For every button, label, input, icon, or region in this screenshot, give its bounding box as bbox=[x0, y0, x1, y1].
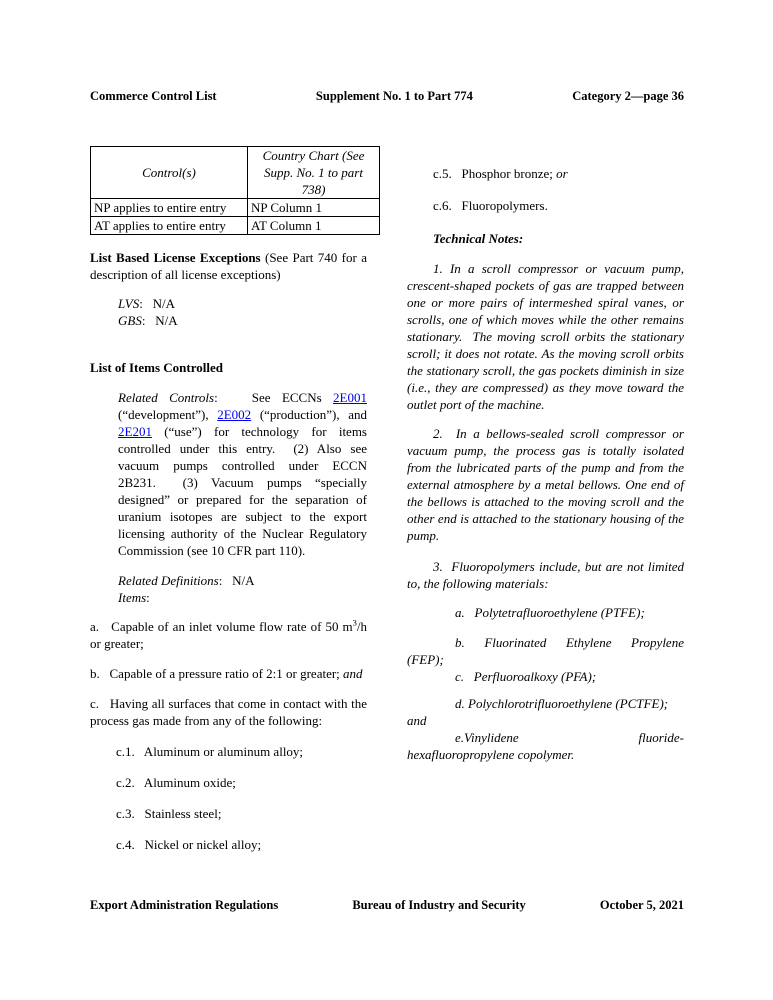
fluoropolymer-item-c: c. Perfluoroalkoxy (PFA); bbox=[455, 669, 597, 684]
controls-table bbox=[90, 146, 380, 235]
item-a: a. Capable of an inlet volume flow rate of 50 $m^3/h$ or greater; bbox=[90, 617, 367, 651]
items-label-line: Items: bbox=[118, 590, 150, 605]
eccn-link-2E001[interactable]: 2E001 bbox=[333, 390, 367, 405]
page-header bbox=[90, 88, 684, 105]
fluoropolymer-item-b-line1: b. Fluorinated Ethylene Propylene bbox=[455, 635, 684, 650]
item-c: c. Having all surfaces that come in contact with the process gas made from any of the following: bbox=[90, 696, 367, 728]
related-definitions-line: Related Definitions: N/A bbox=[118, 573, 255, 588]
header-doc-title: Commerce Control List bbox=[90, 89, 217, 103]
license-exceptions-heading: List Based License Exceptions bbox=[90, 250, 261, 265]
technical-note-3: 3. Fluoropolymers include, but are not limited to, the following materials: bbox=[407, 559, 684, 591]
eccn-link-2E201[interactable]: 2E201 bbox=[118, 424, 152, 439]
fluoropolymer-item-b bbox=[407, 634, 684, 668]
item-b: b. Capable of a pressure ratio of 2:1 or greater; and bbox=[90, 666, 363, 681]
table-row bbox=[91, 199, 380, 217]
control-cell: AT applies to entire entry bbox=[91, 217, 248, 235]
chart-cell: AT Column 1 bbox=[248, 217, 380, 235]
gbs-line: GBS: N/A bbox=[118, 313, 178, 328]
technical-note-2: 2. In a bellows-sealed scroll compressor or vacuum pump, the process gas is totally isolated from the lubricated parts of the pump and from the external atmosphere by a metal bellows. One end of the bellows is attached to the moving scroll and the other end is attached to the stationary housing of the pump. bbox=[407, 426, 684, 543]
table-row bbox=[91, 217, 380, 235]
technical-note-1: 1. In a scroll compressor or vacuum pump, crescent-shaped pockets of gas are trapped between one or more pairs of intermeshed spiral vanes, or scrolls, one of which moves while the other remains stationary. The moving scroll orbits the stationary scroll; it does not rotate. As the moving scroll orbits the stationary scroll, the gas pockets diminish in size (i.e., they are compressed) as they move toward the outlet port of the machine. bbox=[407, 261, 684, 412]
fluoropolymer-item-b-line2: (FEP); bbox=[407, 652, 444, 667]
technical-notes-heading: Technical Notes: bbox=[433, 231, 524, 246]
item-c1: c.1. Aluminum or aluminum alloy; bbox=[116, 744, 304, 759]
fluoropolymer-item-d-line1: d. Polychlorotrifluoroethylene (PCTFE); bbox=[455, 696, 669, 711]
fluoropolymer-item-e-line1: e.Vinylidene fluoride- bbox=[455, 730, 684, 745]
footer-bureau: Bureau of Industry and Security bbox=[352, 898, 526, 912]
list-of-items-heading: List of Items Controlled bbox=[90, 360, 224, 375]
two-column-body bbox=[90, 146, 684, 853]
fluoropolymer-item-d bbox=[407, 695, 684, 729]
fluoropolymer-item-d-line2: and bbox=[407, 713, 427, 728]
related-definitions-block bbox=[118, 572, 367, 606]
related-controls-paragraph: Related Controls: See ECCNs 2E001 (“development”), 2E002 (“production”), and 2E201 (“use”) for technology for items controlled under this entry. (2) Also see vacuum pumps controlled under ECCN 2B231. (3) Vacuum pumps “specially designed” or prepared for the separation of uranium isotopes are subject to the export licensing authority of the Nuclear Regulatory Commission (see 10 CFR part 110). bbox=[118, 390, 367, 558]
right-column bbox=[407, 146, 684, 853]
fluoropolymer-item-a: a. Polytetrafluoroethylene (PTFE); bbox=[455, 605, 645, 620]
item-c6: c.6. Fluoropolymers. bbox=[433, 198, 548, 213]
item-c2: c.2. Aluminum oxide; bbox=[116, 775, 236, 790]
page-footer bbox=[90, 897, 684, 914]
superscript-3: 3 bbox=[352, 617, 357, 628]
lvs-line: LVS: N/A bbox=[118, 296, 175, 311]
chart-cell: NP Column 1 bbox=[248, 199, 380, 217]
footer-regulations: Export Administration Regulations bbox=[90, 898, 279, 912]
license-exceptions-text: (See Part 740 for a description of all license exceptions) bbox=[90, 250, 367, 282]
license-exception-values bbox=[90, 295, 367, 329]
header-category-page: Category 2—page 36 bbox=[572, 89, 684, 103]
left-column bbox=[90, 146, 367, 853]
control-cell: NP applies to entire entry bbox=[91, 199, 248, 217]
license-exceptions-paragraph bbox=[90, 249, 367, 283]
item-c5: c.5. Phosphor bronze; or bbox=[433, 166, 568, 181]
footer-date: October 5, 2021 bbox=[599, 898, 684, 912]
eccn-link-2E002[interactable]: 2E002 bbox=[217, 407, 252, 422]
item-c3: c.3. Stainless steel; bbox=[116, 806, 222, 821]
header-supplement: Supplement No. 1 to Part 774 bbox=[315, 89, 473, 103]
fluoropolymer-item-e bbox=[407, 729, 684, 763]
controls-table-header-row bbox=[91, 147, 380, 199]
controls-table-header-country-chart: Country Chart (See Supp. No. 1 to part 738) bbox=[248, 147, 380, 199]
controls-table-header-controls: Control(s) bbox=[91, 147, 248, 199]
fluoropolymer-item-e-line2: hexafluoropropylene copolymer. bbox=[407, 747, 575, 762]
item-c4: c.4. Nickel or nickel alloy; bbox=[116, 837, 262, 852]
